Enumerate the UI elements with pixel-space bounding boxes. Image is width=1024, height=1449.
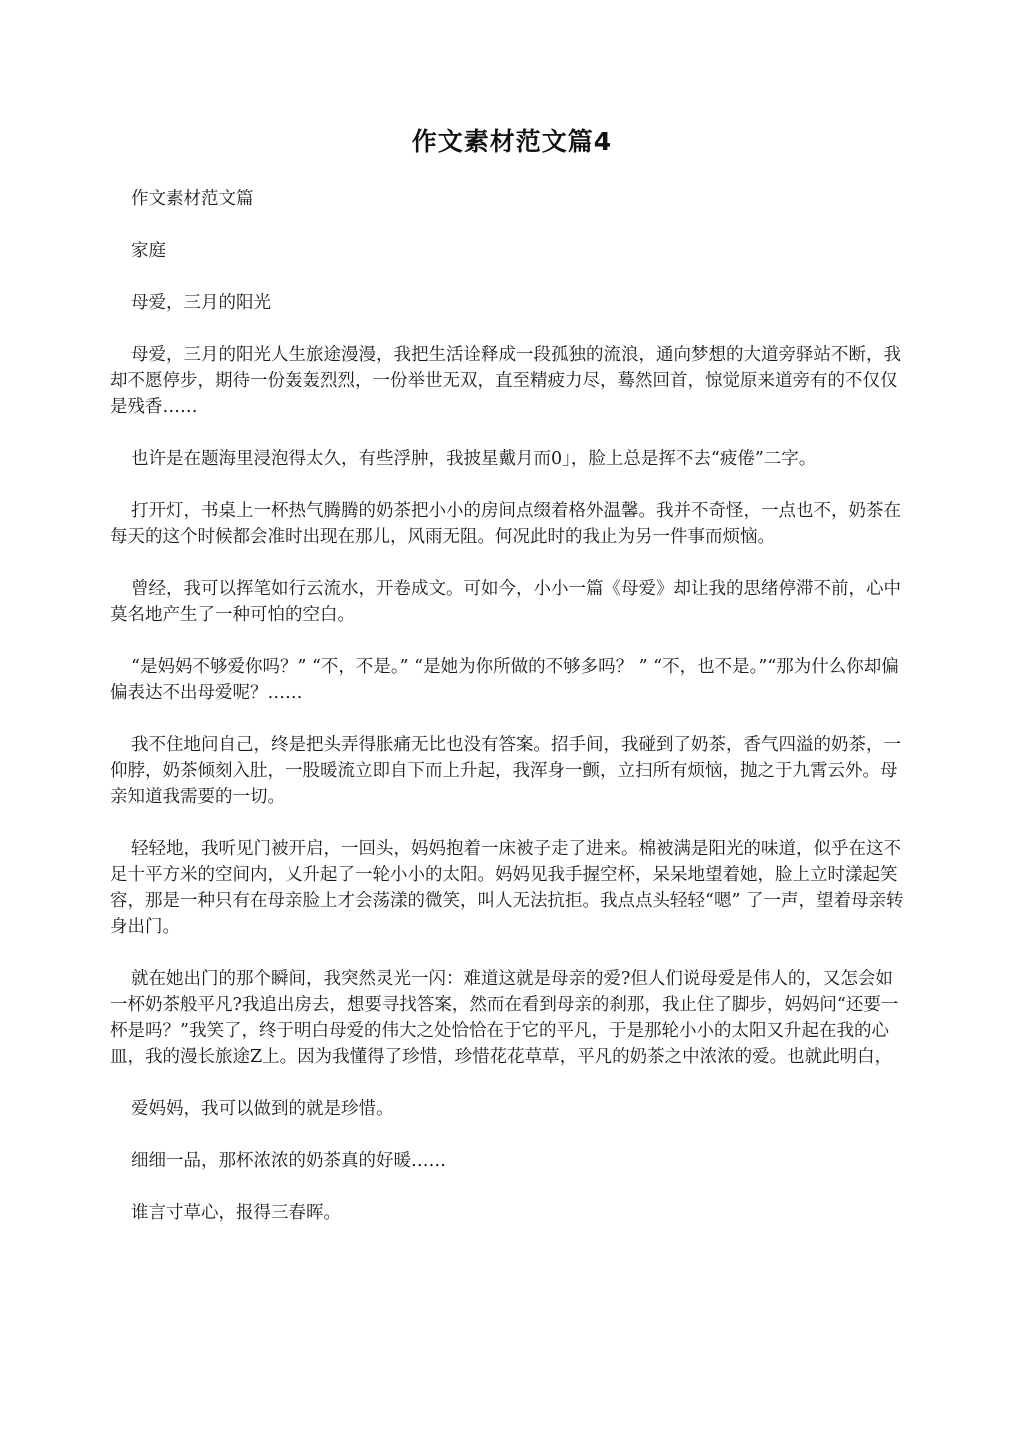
paragraph: 也许是在题海里浸泡得太久，有些浮肿，我披星戴月而0」，脸上总是挥不去“疲倦”二字。 <box>131 449 817 469</box>
paragraph: 母爱，三月的阳光 <box>131 293 271 313</box>
paragraph: 我不住地问自己，终是把头弄得胀痛无比也没有答案。招手间，我碰到了奶茶，香气四溢的奶茶，一仰脖，奶茶倾刻入肚，一股暖流立即自下而上升起，我浑身一颤，立扫所有烦恼，抛之于九霄云外。母亲知道我需要的一切。 <box>110 735 901 807</box>
paragraph: 爱妈妈，我可以做到的就是珍惜。 <box>131 1099 394 1119</box>
paragraph: “是妈妈不够爱你吗？” “不，不是。” “是她为你所做的不够多吗？ ” “不，也不是。”“那为什么你却偏偏表达不出母爱呢？…… <box>110 657 899 703</box>
paragraph: 家庭 <box>131 241 166 261</box>
paragraph: 曾经，我可以挥笔如行云流水，开卷成文。可如今，小小一篇《母爱》却让我的思绪停滞不前，心中莫名地产生了一种可怕的空白。 <box>110 579 901 625</box>
paragraph: 轻轻地，我听见门被开启，一回头，妈妈抱着一床被子走了进来。棉被满是阳光的味道，似乎在这不足十平方米的空间内，乂升起了一轮小小的太阳。妈妈见我手握空杯，呆呆地望着她，脸上立时漾起笑容，那是一种只有在母亲脸上才会荡漾的微笑，叫人无法抗拒。我点点头轻轻“嗯” 了一声，望着母亲转身出门。 <box>110 839 904 937</box>
page-title: 作文素材范文篇4 <box>411 127 613 156</box>
document-body <box>110 186 910 1252</box>
paragraph: 就在她出门的那个瞬间，我突然灵光一闪：难道这就是母亲的爱?但人们说母爱是伟人的，又怎会如一杯奶茶般平凡?我追出房去，想要寻找答案，然而在看到母亲的刹那，我止住了脚步，妈妈问“还要一杯是吗？”我笑了，终于明白母爱的伟大之处恰恰在于它的平凡，于是那轮小小的太阳又升起在我的心皿，我的漫长旅途Z上。因为我懂得了珍惜，珍惜花花草草，平凡的奶茶之中浓浓的爱。也就此明白， <box>110 969 899 1067</box>
paragraph: 谁言寸草心，报得三春晖。 <box>131 1203 341 1223</box>
paragraph: 细细一品，那杯浓浓的奶茶真的好暖…… <box>131 1151 446 1171</box>
paragraph: 作文素材范文篇 <box>131 189 254 209</box>
paragraph: 母爱，三月的阳光人生旅途漫漫，我把生活诠释成一段孤独的流浪，通向梦想的大道旁驿站不断，我却不愿停步，期待一份轰轰烈烈，一份举世无双，直至精疲力尽，蓦然回首，惊觉原来道旁有的不仅仅是残香…… <box>110 345 901 417</box>
paragraph: 打开灯，书桌上一杯热气腾腾的奶茶把小小的房间点缀着格外温馨。我并不奇怪，一点也不，奶茶在每天的这个时候都会准时出现在那儿，风雨无阻。何况此时的我止为另一件事而烦恼。 <box>110 501 901 547</box>
